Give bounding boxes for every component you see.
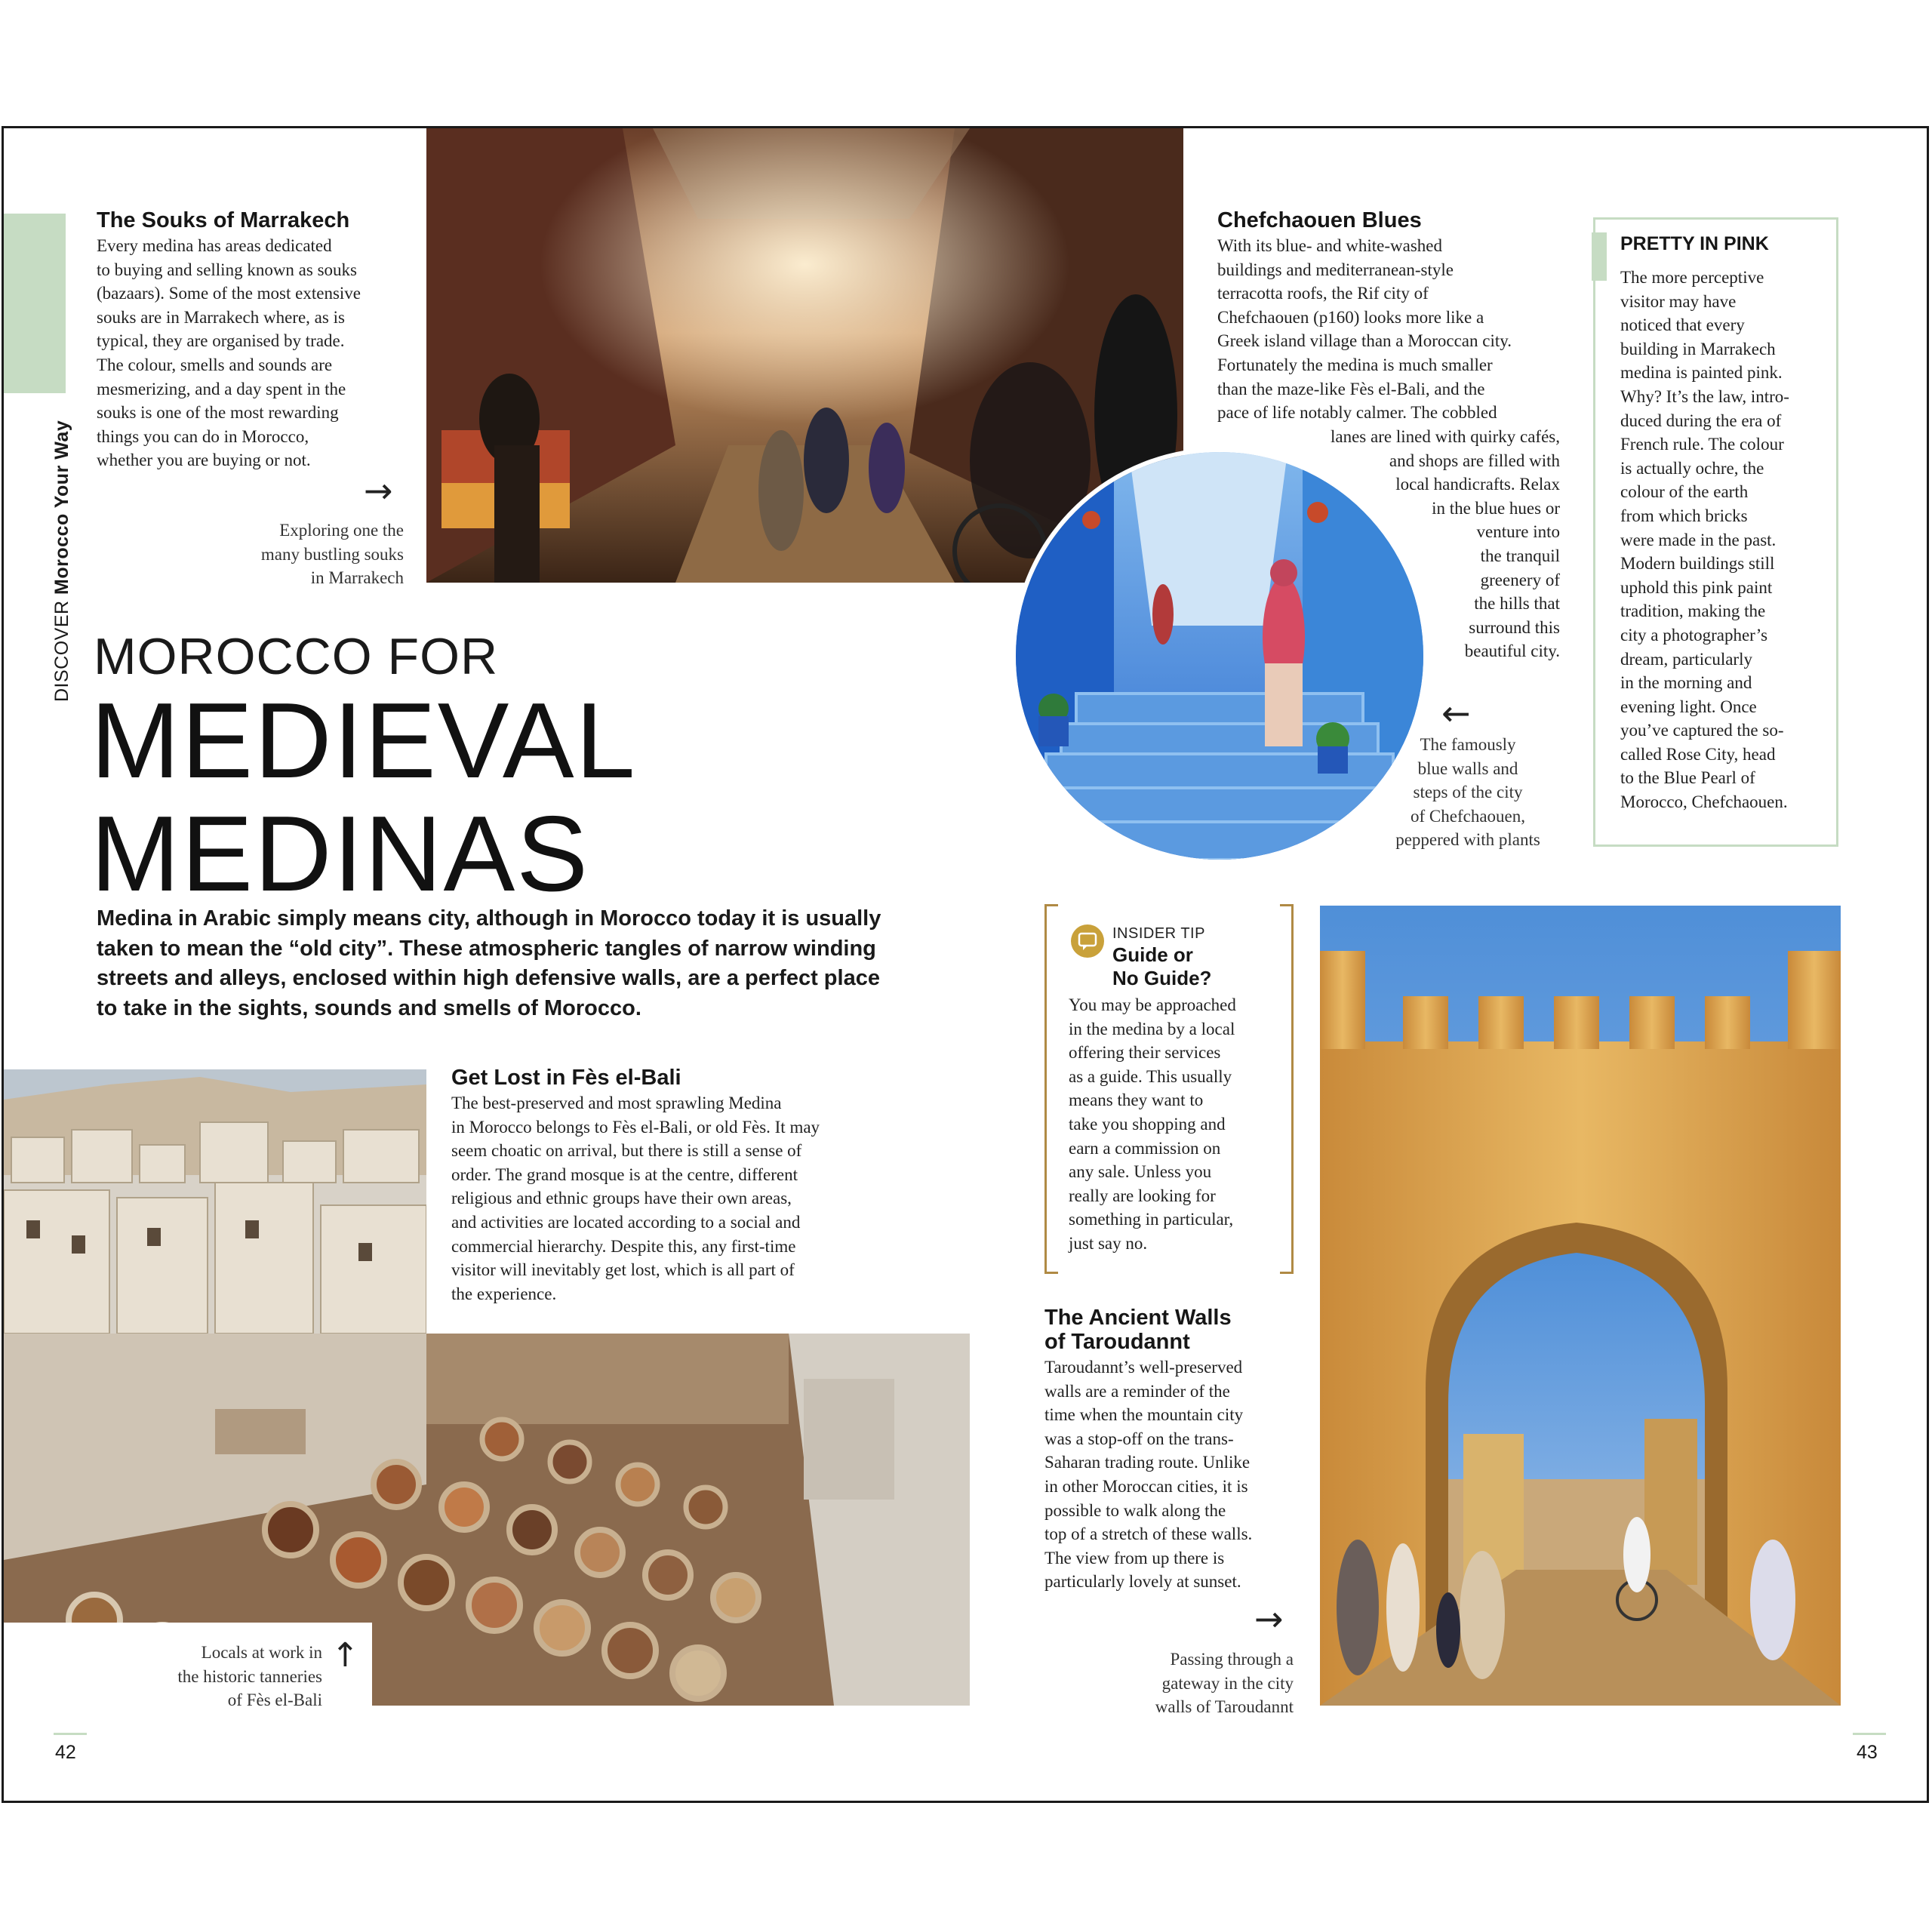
souks-heading: The Souks of Marrakech bbox=[97, 208, 350, 232]
chefchaouen-body: With its blue- and white-washed buildings and mediterranean-style terracotta roofs, the Rif city of Chefchaouen (p160) looks more like a Greek island village than a Moroccan city. Fortunately the medina is much smaller than the maze-like Fès el-Bali, and the pace of life notably calmer. The cobbled bbox=[1217, 236, 1512, 423]
pretty-in-pink-body: The more perceptive visitor may have noticed that every building in Marrakech medina is painted pink. Why? It’s the law, intro- duced during the era of French rule. The colour is actually ochre, the colour of the earth from which bricks were made in the past. Modern buildings still uphold this pink paint tradition, making the city a photographer’s dream, particularly in the morning and evening light. Once you’ve captured the so- called Rose City, head to the Blue Pearl of Morocco, Chefchaouen. bbox=[1620, 268, 1789, 812]
title-line1: MOROCCO FOR bbox=[94, 628, 499, 685]
intro-text: Medina in Arabic simply means city, although in Morocco today it is usually taken to mean the “old city”. These atmospheric tangles of narrow winding streets and alleys, enclosed within high defensive walls, are a perfect place to take in the sights, sounds and smells of Morocco. bbox=[97, 906, 881, 1020]
fes-city-photo bbox=[4, 1069, 426, 1334]
souks-caption: Exploring one the many bustling souks in Marrakech bbox=[260, 521, 404, 587]
section-prefix: DISCOVER bbox=[51, 600, 72, 702]
chefchaouen-caption: The famously blue walls and steps of the city of Chefchaouen, peppered with plants bbox=[1395, 735, 1540, 849]
speech-bubble-icon bbox=[1071, 924, 1104, 958]
insider-tip-label: INSIDER TIP bbox=[1112, 925, 1205, 942]
section-tab bbox=[4, 214, 66, 393]
page-number-rule-left bbox=[54, 1733, 87, 1735]
fes-caption: Locals at work in the historic tanneries of Fès el-Bali bbox=[177, 1643, 322, 1709]
title-line3: MEDINAS bbox=[91, 794, 589, 914]
taroudannt-arrow-icon: → bbox=[1254, 1598, 1284, 1639]
souks-body: Every medina has areas dedicated to buying and selling known as souks (bazaars). Some of the most extensive souks are in Marrakech where, as is typical, they are organised by trade. The colour, smells and sounds are mesmerizing, and a day spent in the souks is one of the most rewarding things you can do in Morocco, whether you are buying or not. bbox=[97, 236, 361, 470]
fes-heading: Get Lost in Fès el-Bali bbox=[451, 1066, 681, 1090]
insider-tip-body: You may be approached in the medina by a local offering their services as a guide. This usually means they want to take you shopping and earn a commission on any sale. Unless you really are looking for something in particular, just say no. bbox=[1069, 995, 1236, 1253]
fes-arrow-icon: ↑ bbox=[331, 1636, 359, 1675]
taroudannt-photo bbox=[1320, 906, 1841, 1706]
taroudannt-caption: Passing through a gateway in the city walls of Taroudannt bbox=[1155, 1650, 1294, 1716]
pretty-in-pink-heading: PRETTY IN PINK bbox=[1620, 233, 1769, 254]
section-name: Morocco Your Way bbox=[51, 420, 72, 595]
insider-tip-box bbox=[1044, 904, 1294, 1274]
page-number-left: 42 bbox=[55, 1742, 76, 1763]
fes-body: The best-preserved and most sprawling Medina in Morocco belongs to Fès el-Bali, or old Fès. It may seem choatic on arrival, but there is still a sense of order. The grand mosque is at the centre, different religious and ethnic groups have their own areas, and activities are located according to a social and commercial hierarchy. Despite this, any first-time visitor will inevitably get lost, which is all part of the experience. bbox=[451, 1094, 820, 1303]
chefchaouen-heading: Chefchaouen Blues bbox=[1217, 208, 1422, 232]
taroudannt-heading: The Ancient Walls of Taroudannt bbox=[1044, 1306, 1232, 1354]
taroudannt-body: Taroudannt’s well-preserved walls are a reminder of the time when the mountain city was a stop-off on the trans- Saharan trading route. Unlike in other Moroccan cities, it is possible to walk along the top of a stretch of these walls. The view from up there is particularly lovely at sunset. bbox=[1044, 1358, 1253, 1592]
chefchaouen-body-wrap: lanes are lined with quirky cafés, and shops are filled with local handicrafts. Relax in the blue hues or venture into the tranquil greenery of the hills that surround this beautiful city. bbox=[1331, 427, 1560, 661]
souks-arrow-icon: → bbox=[364, 470, 393, 511]
insider-tip-heading: Guide or No Guide? bbox=[1112, 943, 1212, 989]
title-line2: MEDIEVAL bbox=[91, 681, 637, 801]
page-number-rule-right bbox=[1853, 1733, 1886, 1735]
book-spread bbox=[2, 126, 1929, 1803]
chefchaouen-arrow-icon: ← bbox=[1441, 693, 1471, 734]
section-label bbox=[51, 420, 73, 702]
page-number-right: 43 bbox=[1857, 1742, 1878, 1763]
pretty-in-pink-bar bbox=[1592, 232, 1607, 281]
